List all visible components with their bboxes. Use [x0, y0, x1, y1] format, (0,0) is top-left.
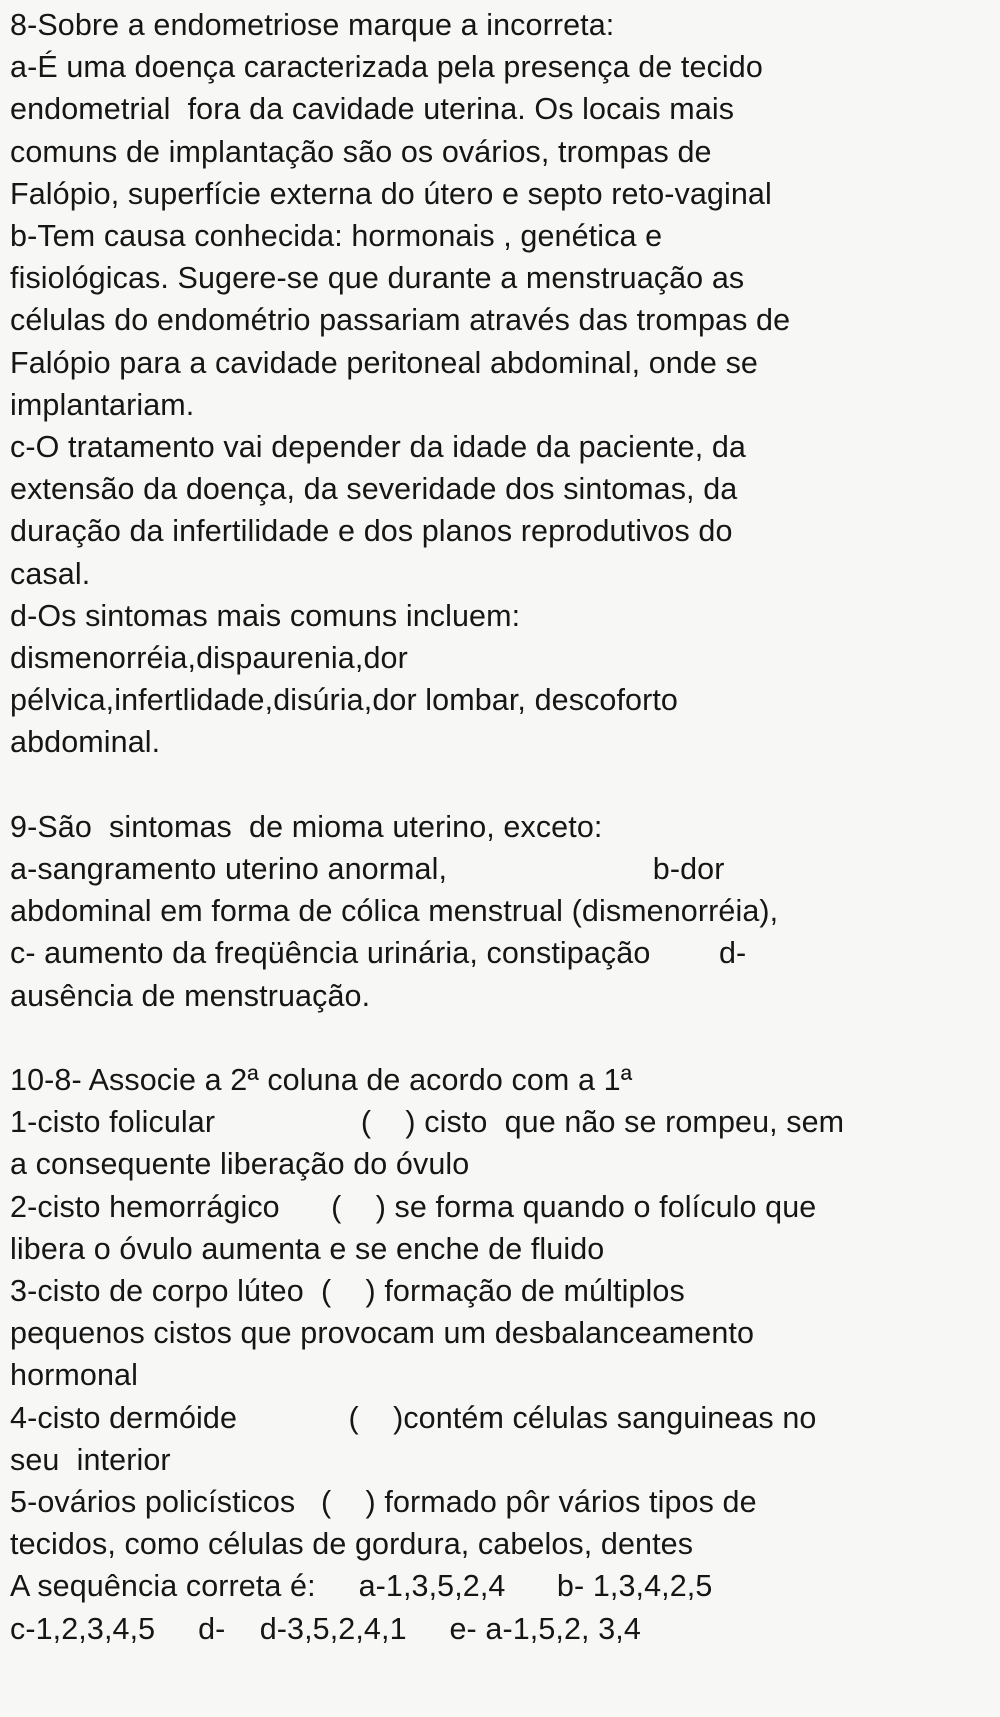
text-line: ausência de menstruação.	[10, 978, 371, 1013]
text-line: hormonal	[10, 1358, 138, 1393]
text-line: abdominal em forma de cólica menstrual (dismenorréia),	[10, 894, 779, 929]
text-line: Falópio, superfície externa do útero e septo reto-vaginal	[10, 176, 772, 211]
text-line: 5-ovários policísticos ( ) formado pôr vários tipos de	[10, 1485, 757, 1519]
text-line: duração da infertilidade e dos planos reprodutivos do	[10, 514, 733, 549]
text-line: A sequência correta é: a-1,3,5,2,4 b- 1,3,4,2,5	[10, 1569, 713, 1604]
text-line: 10-8- Associe a 2ª coluna de acordo com a 1ª	[10, 1063, 633, 1097]
text-line: a-É uma doença caracterizada pela presença de tecido	[10, 50, 763, 85]
text-line: d-Os sintomas mais comuns incluem:	[10, 598, 521, 633]
text-line: c-O tratamento vai depender da idade da paciente, da	[10, 430, 746, 464]
text-line: casal.	[10, 556, 91, 591]
text-line: 1-cisto folicular ( ) cisto que não se rompeu, sem	[10, 1105, 845, 1140]
text-line: pélvica,infertlidade,disúria,dor lombar, descoforto	[10, 683, 678, 718]
text-line: a-sangramento uterino anormal, b-dor	[10, 852, 725, 886]
text-line: c- aumento da freqüência urinária, constipação d-	[10, 936, 747, 971]
text-line: fisiológicas. Sugere-se que durante a menstruação as	[10, 261, 745, 296]
text-line: células do endométrio passariam através das trompas de	[10, 303, 791, 338]
text-line: comuns de implantação são os ovários, trompas de	[10, 134, 712, 169]
text-line: dismenorréia,dispaurenia,dor	[10, 641, 408, 675]
text-line: libera o óvulo aumenta e se enche de fluido	[10, 1231, 605, 1266]
text-line: 4-cisto dermóide ( )contém células sanguineas no	[10, 1400, 817, 1435]
text-line: abdominal.	[10, 725, 161, 760]
text-line: 3-cisto de corpo lúteo ( ) formação de múltiplos	[10, 1274, 685, 1308]
text-line: seu interior	[10, 1442, 171, 1477]
text-line: pequenos cistos que provocam um desbalanceamento	[10, 1316, 755, 1351]
text-line: 2-cisto hemorrágico ( ) se forma quando o folículo que	[10, 1189, 817, 1224]
text-line: endometrial fora da cavidade uterina. Os locais mais	[10, 92, 735, 127]
text-line: Falópio para a cavidade peritoneal abdominal, onde se	[10, 345, 758, 380]
text-line: 9-São sintomas de mioma uterino, exceto:	[10, 809, 603, 844]
text-line: 8-Sobre a endometriose marque a incorreta:	[10, 8, 615, 42]
text-line: c-1,2,3,4,5 d- d-3,5,2,4,1 e- a-1,5,2, 3,4	[10, 1611, 641, 1646]
text-line: tecidos, como células de gordura, cabelos, dentes	[10, 1527, 694, 1562]
text-line: a consequente liberação do óvulo	[10, 1147, 470, 1182]
text-line: extensão da doença, da severidade dos sintomas, da	[10, 472, 738, 507]
text-line: b-Tem causa conhecida: hormonais , genética e	[10, 219, 663, 253]
text-line: implantariam.	[10, 387, 195, 422]
